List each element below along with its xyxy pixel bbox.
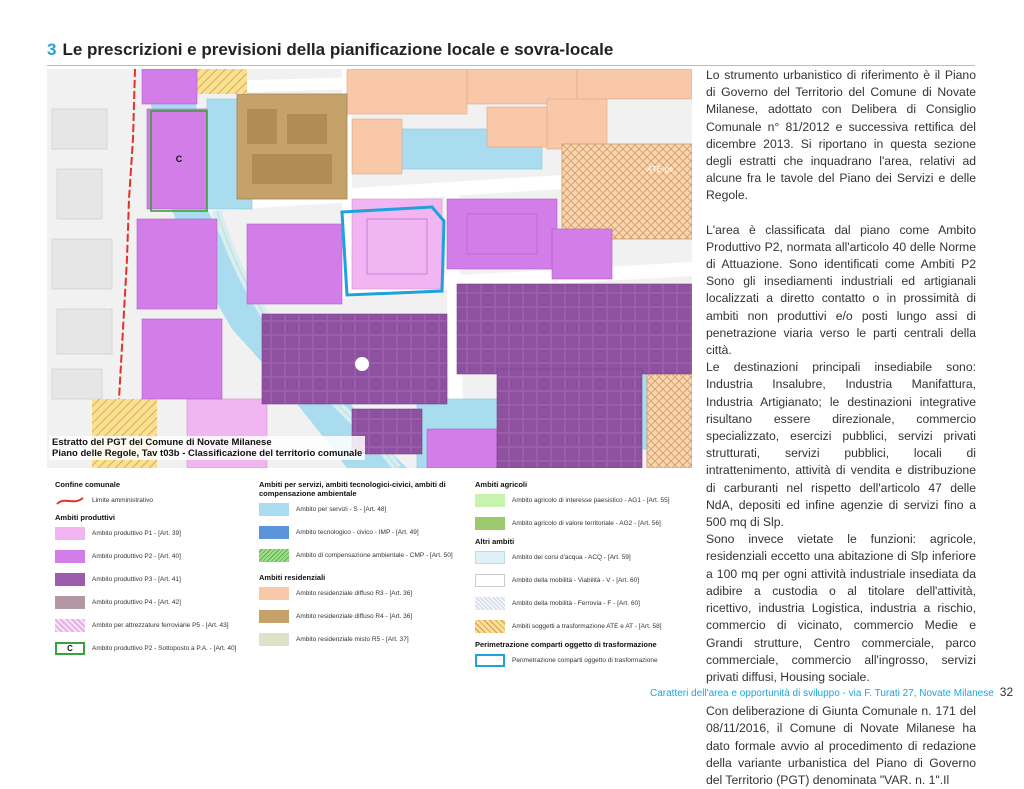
legend-item-p1: Ambito produttivo P1 - [Art. 39]	[55, 522, 255, 545]
legend-boundary-title: Confine comunale	[55, 480, 121, 489]
legend-item-perimeter: Perimetrazione comparti oggetto di trasformazione	[475, 649, 690, 672]
paragraph-intro: Lo strumento urbanistico di riferimento è il Piano di Governo del Territorio del Comune di Novate Milanese, adottato con Delibera di Consiglio Comunale n° 81/2012 e successiva rettifica del dicembre 2013. Si riportano in questa sezione degli estratti che inquadrano l'area, relativi ad alcune fra le tavole del Piano dei Servizi e delle Regole.	[706, 68, 976, 203]
legend-item-imp: Ambito tecnologico - civico - IMP - [Art. 49]	[259, 521, 469, 544]
legend-column-3	[475, 480, 690, 672]
legend-perimeter-title: Perimetrazione comparti oggetto di trasformazione	[475, 640, 657, 649]
legend-item-p2: Ambito produttivo P2 - [Art. 40]	[55, 545, 255, 568]
legend-column-1	[55, 480, 255, 660]
paragraph-classification: L'area è classificata dal piano come Ambito Produttivo P2, normata all'articolo 40 delle Norme di Attuazione. Sono identificati come Ambiti P2 Sono gli insediamenti industriali ed artigianali localizzati a diretto contatto o in prossimità di ambiti non produttivi e/o posti lungo assi di penetrazione viaria verso le parti centrali della città.	[706, 222, 976, 358]
legend-services-title: Ambiti per servizi, ambiti tecnologici-civici, ambiti di compensazione ambientale	[259, 480, 446, 498]
legend-item-p2-pa: C Ambito produttivo P2 - Sottoposto a P.A. - [Art. 40]	[55, 637, 255, 660]
section-title: Le prescrizioni e previsioni della pianificazione locale e sovra-locale	[62, 40, 614, 59]
legend-item-r3: Ambito residenziale diffuso R3 - [Art. 36]	[259, 582, 469, 605]
page-number: 32	[999, 685, 1014, 699]
section-heading	[47, 40, 613, 60]
legend-residential-title: Ambiti residenziali	[259, 573, 326, 582]
legend-productive-title: Ambiti produttivi	[55, 513, 115, 522]
section-number: 3	[47, 40, 57, 59]
legend-item-ag1: Ambito agricolo di interesse paesistico - AG1 - [Art. 55]	[475, 489, 690, 512]
map-marker-c: C	[175, 154, 183, 164]
map-label-ate: ATE-ps	[647, 165, 674, 174]
legend-item-viabilita: Ambito della mobilità - Viabilità - V - [Art. 60]	[475, 569, 690, 592]
legend-other-title: Altri ambiti	[475, 537, 515, 546]
legend-item-acq: Ambito dei corsi d'acqua - ACQ - [Art. 59]	[475, 546, 690, 569]
map-legend	[47, 472, 692, 692]
legend-item-p4: Ambito produttivo P4 - [Art. 42]	[55, 591, 255, 614]
paragraph-prohibited: Sono invece vietate le funzioni: agricole, residenziali eccetto una abitazione di Slp inferiore a 100 mq per ogni attività industriale insediata da adibire a custodia o al titolare dell'attività, ricettivo, industria Logistica, industria a rischio, commercio di vicinato, commercio Medie e Grandi strutture, Centro commerciale, parco commerciale, commercio all'ingrosso, servizi privati diffusi, Housing sociale.	[706, 532, 976, 684]
legend-item-ag2: Ambito agricolo di valore territoriale - AG2 - [Art. 56]	[475, 512, 690, 535]
map-caption	[49, 436, 365, 460]
pgt-map	[47, 69, 692, 468]
paragraph-destinations: Le destinazioni principali insediabile sono: Industria Insalubre, Industria Manifattura, Industria Artigianato; le destinazioni integrative risultano essere direzionale, commercio specializzato, esercizi pubblici, servizi privati strutturati, servizi pubblici, locali di intrattenimento, attività di vendita e distribuzione di carburanti nel rispetto dell'articolo 47 delle NdA, depositi ed infine agenzie di servizi fino a 500 mq di Slp.	[706, 360, 976, 530]
legend-item-p3: Ambito produttivo P3 - [Art. 41]	[55, 568, 255, 591]
boundary-swatch-icon	[55, 494, 85, 507]
legend-column-2	[259, 480, 469, 651]
header-divider	[47, 65, 975, 66]
legend-item-ate: Ambiti soggetti a trasformazione ATE e AT - [Art. 58]	[475, 615, 690, 638]
paragraph-deliberation: Con deliberazione di Giunta Comunale n. 171 del 08/11/2016, il Comune di Novate Milanese ha dato formale avvio al procedimento di redazione della variante urbanistica del Piano di Governo del Territorio (PGT) denominata "VAR. n. 1".Il	[706, 704, 976, 787]
map-canvas	[47, 69, 692, 468]
c-symbol: C	[55, 642, 85, 655]
page-footer	[650, 685, 1014, 699]
legend-item-ferrovia: Ambito della mobilità - Ferrovia - F - [Art. 60]	[475, 592, 690, 615]
legend-item-r5: Ambito residenziale misto R5 - [Art. 37]	[259, 628, 469, 651]
legend-item-p5: Ambito per attrezzature ferroviarie P5 - [Art. 43]	[55, 614, 255, 637]
legend-agri-title: Ambiti agricoli	[475, 480, 528, 489]
caption-line-2: Piano delle Regole, Tav t03b - Classificazione del territorio comunale	[52, 448, 363, 459]
body-text	[706, 67, 976, 789]
legend-item-services: Ambito per servizi - S - [Art. 48]	[259, 498, 469, 521]
legend-item-r4: Ambito residenziale diffuso R4 - [Art. 36]	[259, 605, 469, 628]
legend-item-boundary: Limite amministrativo	[55, 489, 255, 511]
caption-line-1: Estratto del PGT del Comune di Novate Milanese	[52, 437, 272, 448]
legend-item-cmp: Ambito di compensazione ambientale - CMP - [Art. 50]	[259, 544, 469, 567]
footer-text: Caratteri dell'area e opportunità di sviluppo - via F. Turati 27, Novate Milanese	[650, 688, 994, 699]
